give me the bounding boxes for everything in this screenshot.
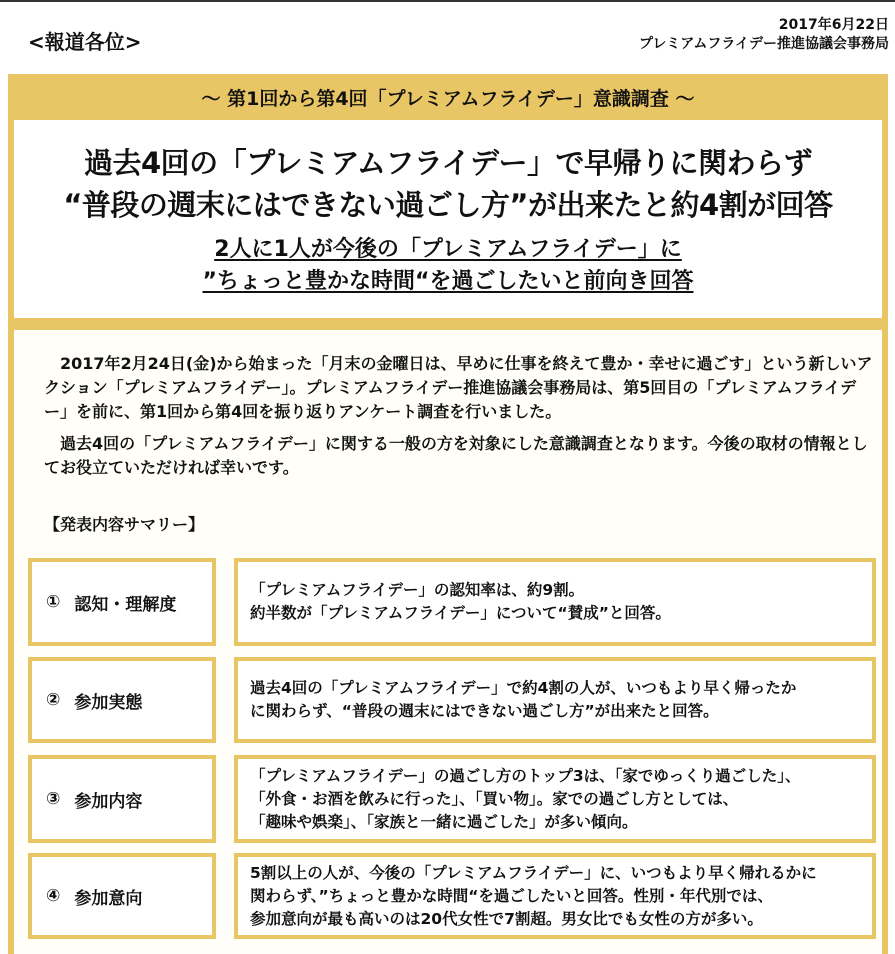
- intro-paragraph: 2017年2月24日(金)から始まった「月末の金曜日は、早めに仕事を終えて豊か・幸せに過ごす」という新しいアクション「プレミアムフライデー」。プレミアムフライデー推進協議会事務局は、第5回目の「プレミアムフライデー」を前に、第1回から第4回を振り返りアンケート調査を行いました。: [44, 354, 873, 421]
- survey-banner: [8, 74, 888, 120]
- item-label: 参加意向: [74, 888, 143, 909]
- summary-title: 【発表内容サマリー】: [44, 515, 205, 534]
- summary-content: [234, 853, 876, 939]
- summary-line: 「プレミアムフライデー」の認知率は、約9割。: [250, 581, 585, 599]
- summary-line: に関わらず、“普段の週末にはできない過ごし方”が出来たと回答。: [250, 702, 719, 720]
- item-number: ③: [46, 789, 61, 809]
- release-date: 2017年6月22日: [778, 17, 889, 33]
- item-number: ④: [46, 886, 61, 906]
- issuer-name: プレミアムフライデー推進協議会事務局: [638, 36, 889, 52]
- summary-row-intention: [28, 853, 876, 939]
- summary-line: 過去4回の「プレミアムフライデー」で約4割の人が、いつもより早く帰ったか: [250, 679, 797, 697]
- addressee: <報道各位>: [28, 30, 142, 54]
- divider-band: [8, 318, 888, 330]
- summary-line: 5割以上の人が、今後の「プレミアムフライデー」に、いつもより早く帰れるかに: [250, 863, 817, 882]
- summary-row-awareness: [28, 558, 876, 646]
- subhead-line: 2人に1人が今後の「プレミアムフライデー」に: [214, 237, 682, 262]
- summary-row-content: [28, 755, 876, 843]
- summary-label: [28, 657, 216, 743]
- summary-line: 「趣味や娯楽」、「家族と一緒に過ごした」が多い傾向。: [250, 812, 638, 831]
- main-headline: [14, 142, 882, 226]
- summary-line: 「外食・お酒を飲みに行った」、「買い物」。家での過ごし方としては、: [250, 789, 739, 808]
- summary-label: [28, 558, 216, 646]
- summary-line: 約半数が「プレミアムフライデー」について“賛成”と回答。: [250, 604, 671, 622]
- summary-content: [234, 755, 876, 843]
- survey-banner-title: ～ 第1回から第4回「プレミアムフライデー」意識調査 ～: [201, 87, 695, 110]
- intro-text: [44, 352, 874, 480]
- summary-label: [28, 853, 216, 939]
- item-number: ①: [46, 592, 61, 612]
- summary-line: 参加意向が最も高いのは20代女性で7割超。男女比でも女性の方が多い。: [250, 909, 763, 928]
- summary-line: 関わらず、”ちょっと豊かな時間“を過ごしたいと回答。性別・年代別では、: [250, 886, 773, 905]
- item-number: ②: [46, 690, 61, 710]
- headline-line: “普段の週末にはできない過ごし方”が出来たと約4割が回答: [63, 188, 833, 222]
- headline-line: 過去4回の「プレミアムフライデー」で早帰りに関わらず: [83, 146, 813, 180]
- item-label: 参加実態: [74, 692, 143, 713]
- sub-headline: [14, 234, 882, 298]
- summary-line: 「プレミアムフライデー」の過ごし方のトップ3は、「家でゆっくり過ごした」、: [250, 766, 801, 785]
- summary-content: [234, 558, 876, 646]
- summary-label: [28, 755, 216, 843]
- item-label: 参加内容: [74, 791, 143, 812]
- summary-content: [234, 657, 876, 743]
- intro-paragraph: 過去4回の「プレミアムフライデー」に関する一般の方を対象にした意識調査となります。今後の取材の情報としてお役立ていただければ幸いです。: [44, 434, 868, 477]
- issuer-block: [639, 16, 889, 54]
- summary-row-participation: [28, 657, 876, 743]
- item-label: 認知・理解度: [74, 594, 177, 615]
- headline-box: [14, 120, 882, 318]
- subhead-line: ”ちょっと豊かな時間“を過ごしたいと前向き回答: [202, 269, 694, 294]
